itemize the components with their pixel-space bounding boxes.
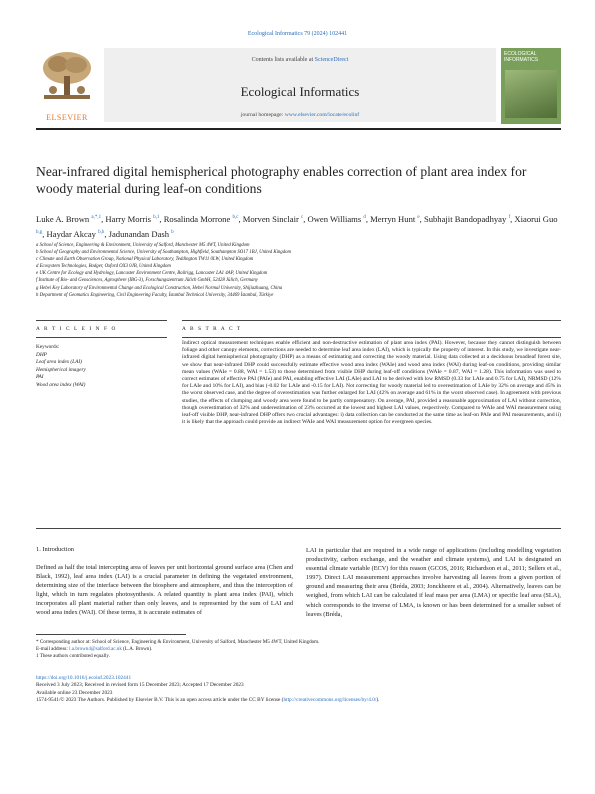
- email-suffix: (L.A. Brown).: [121, 646, 153, 653]
- affiliation: h Department of Geomatics Engineering, Civil Engineering Faculty, İstanbul Technical University, 34469 İstanbul, Türkiye: [36, 292, 274, 298]
- email-label: E-mail address:: [36, 646, 70, 653]
- homepage-prefix: journal homepage:: [240, 112, 285, 118]
- license-link[interactable]: http://creativecommons.org/licenses/by/4.0/: [283, 696, 377, 703]
- contents-prefix: Contents lists available at: [251, 57, 315, 63]
- affiliation: b School of Geography and Environmental Science, University of Southampton, Highfield, Southampton SO17 1BJ, United Kingdom: [36, 250, 291, 256]
- elsevier-tree-icon: [38, 48, 96, 106]
- homepage-link[interactable]: www.elsevier.com/locate/ecolinf: [284, 112, 360, 118]
- available-online: Available online 23 December 2023: [36, 689, 113, 696]
- affiliation: a School of Science, Engineering & Environment, University of Salford, Manchester M5 4WT, United Kingdom: [36, 243, 250, 248]
- keyword: DHP: [36, 351, 47, 358]
- abstract-sub-rule: [182, 337, 561, 338]
- intro-right-column: LAI in particular that are required in a wide range of applications (including modelling vegetation productivity, carbon exchange, and the weather and climate systems), and LAI is designated an essential climate variable (ECV) for this reason (GCOS, 2016; Richardson et al., 2011; Sellers et al., 1997). Direct LAI measurement approaches involve harvesting all leaves from a given portion of ground and measuring their area (Bréda, 2003; Jonckheere et al., 2004). Alternatively, leaves can be weighed, from which LAI can be calculated if leaf mass per area (LMA) or specific leaf area (SLA), which corresponds to the inverse of LMA, is known or has been determined for a smaller subset of leaves (Bréda,: [306, 547, 561, 618]
- license-prefix: 1574-9541/© 2023 The Authors. Published by Elsevier B.V. This is an open access article under the CC BY license (: [36, 696, 284, 703]
- affiliation-list: [36, 242, 561, 299]
- license-line: [36, 697, 561, 704]
- footnote-block: [36, 639, 561, 661]
- journal-masthead: [36, 48, 561, 130]
- elsevier-wordmark: ELSEVIER: [46, 113, 88, 122]
- author-list[interactable]: Luke A. Brown $^{a,*,1}$, Harry Morris $^{b,1}$, Rosalinda Morrone $^{b,c}$, Morven Sinclair $^c$, Owen Williams $^d$, Merryn Hunt $^e$, Subhajit Bandopadhyay $^f$, Xiaorui Guo $^{b,g}$, Haydar Akcay $^{b,h}$, Jadunandan Dash $^b$: [36, 213, 558, 240]
- article-info-heading: A R T I C L E I N F O: [36, 326, 117, 332]
- received-dates: Received 3 July 2023; Received in revised form 15 December 2023; Accepted 17 December 2023: [36, 682, 244, 689]
- journal-cover-thumbnail[interactable]: [501, 48, 561, 124]
- contents-line: [104, 57, 496, 63]
- intro-left-column: Defined as half the total intercepting area of leaves per unit horizontal ground surface area (Chen and Black, 1992), leaf area index (LAI) is a crucial parameter in defining the vegetated environment, determining size of the interface between the biosphere and atmosphere, and thus the interception of light, which in turn regulates photosynthesis. A related quantity is plant area index (PAI), which incorporates all plant material rather than only leaves, and is represented by the sum of LAI and wood area index (WAI). Of these terms, it is accurate estimates of: [36, 564, 293, 617]
- affiliation: f Institute of Bio- and Geosciences, Agrosphere (IBG-3), Forschungszentrum Jülich GmbH, 52428 Jülich, Germany: [36, 278, 258, 284]
- journal-reference[interactable]: Ecological Informatics 79 (2024) 102441: [247, 31, 348, 37]
- keywords-block: [36, 344, 166, 389]
- abstract-top-rule: [182, 320, 561, 321]
- doi-link[interactable]: https://doi.org/10.1016/j.ecoinf.2023.102441: [36, 675, 132, 681]
- corresponding-author-note: * Corresponding author at: School of Science, Engineering & Environment, University of Salford, Manchester M5 4WT, United Kingdom.: [36, 639, 320, 645]
- intro-heading: 1. Introduction: [36, 546, 74, 553]
- email-line: [36, 646, 561, 653]
- publication-info: [36, 675, 561, 704]
- elsevier-logo[interactable]: [36, 48, 98, 122]
- affiliation: d Ecosystem Technologies, Bodger, Oxford OX3 0JB, United Kingdom: [36, 264, 171, 270]
- keyword: PAI: [36, 374, 44, 380]
- license-suffix: ).: [376, 696, 380, 703]
- journal-title: Ecological Informatics: [240, 84, 360, 99]
- cover-image: [505, 70, 557, 118]
- article-info-top-rule: [36, 320, 167, 321]
- keyword: Leaf area index (LAI): [36, 359, 82, 365]
- article-title: Near-infrared digital hemispherical photography enables correction of plant area index for woody material during leaf-on conditions: [36, 164, 527, 196]
- article-info-sub-rule: [36, 337, 167, 338]
- cover-title: ECOLOGICAL INFORMATICS: [504, 51, 539, 63]
- homepage-line: [104, 112, 496, 118]
- footnote-rule: [36, 634, 186, 635]
- affiliation: g Hebei Key Laboratory of Environmental Change and Ecological Construction, Hebei Normal University, Shijiazhuang, China: [36, 285, 283, 291]
- keywords-title: Keywords:: [36, 344, 60, 350]
- journal-header-box: [104, 48, 496, 122]
- equal-contribution-note: 1 These authors contributed equally.: [36, 653, 110, 660]
- affiliation: e UK Centre for Ecology and Hydrology, Lancaster Environment Centre, Bailrigg, Lancaster LA1 4AP, United Kingdom: [36, 271, 268, 277]
- email-link[interactable]: l.a.brown4@salford.ac.uk: [69, 646, 122, 653]
- abstract-heading: A B S T R A C T: [182, 326, 242, 332]
- affiliation: c Climate and Earth Observation Group, National Physical Laboratory, Teddington TW11 0LW, United Kingdom: [36, 257, 254, 263]
- abstract-bottom-rule: [36, 528, 561, 529]
- keyword: Hemispherical imagery: [36, 366, 86, 373]
- sciencedirect-link[interactable]: ScienceDirect: [314, 57, 349, 63]
- keyword: Wood area index (WAI): [36, 381, 86, 388]
- abstract-text: Indirect optical measurement techniques enable efficient and non-destructive estimation of plant area index (PAI). However, because they cannot distinguish between foliage and other canopy elements, corrections are needed to determine leaf area index (LAI), which is typically the property of interest. In this study, we investigate near-infrared digital hemispherical photography (DHP) as a means of estimating and correcting the woody material. Using data collected at a deciduous broadleaf forest site, we show that near-infrared DHP could successfully estimate effective wood area index (WAIe) and wood area index (WAI) during leaf-on conditions, providing similar mean values (WAIe = 0.88, WAI = 1.53) to those determined from visible DHP during leaf-off conditions (WAIe = 0.87, WAI = 1.28). This information was used to correct estimates of effective PAI (PAIe) and PAI, enabling effective LAI (LAIe) and LAI to be derived with low RMSD (0.33 for LAIe and 0.75 for LAI), NRMSD (12% for LAIe and 10% for LAI), and bias (-0.02 for LAIe and -0.15 for LAI). Not correcting for woody material led to overestimation of LAIe by 32% on average and 45% in the worst observed case, and the degree of overestimation was further enlarged for LAI (42% on average and 61% in the worst observed case). In agreement with previous studies, the effects of clumping and woody area were found to be partly compensatory. On average, PAI, provided a reasonable approximation of LAI without correction, though overestimation of 32% and underestimation of 23% occurred at the lowest and highest LAI values, respectively. Compared to WAIe and WAI measurement using leaf-off visible DHP, near-infrared DHP offers two crucial advantages: i) data collection can be conducted at the same time as leaf-on PAIe and PAI measurements, and ii) it is likely that the approach could provide an indirect WAIe and WAI measurement option for evergreen species.: [182, 340, 561, 426]
